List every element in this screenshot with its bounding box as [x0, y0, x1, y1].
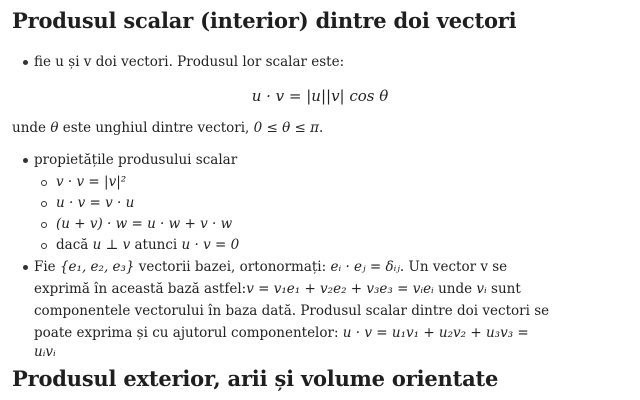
basis-line-5: uᵢvᵢ: [34, 344, 56, 360]
perp-mid: atunci: [130, 237, 182, 253]
property-item: u · v = v · u: [56, 195, 135, 211]
basis-l2c: unde: [433, 281, 477, 297]
basis-l2a: exprimă în această bază astfel:: [34, 281, 247, 297]
basis-l1a: Fie: [34, 259, 60, 275]
section-title-exterior-product: Produsul exterior, arii și volume orientate: [12, 366, 499, 391]
perp-result: u · v = 0: [181, 237, 240, 253]
intro-bullet-text: fie u și v doi vectori. Produsul lor scalar este:: [34, 54, 345, 70]
sub-bullet: [41, 222, 47, 228]
scalar-product-formula: u · v = |u||v| cos θ: [251, 87, 389, 105]
sub-bullet: [41, 201, 47, 207]
section-title-scalar-product: Produsul scalar (interior) dintre doi vectori: [12, 8, 517, 33]
property-item: v · v = |v|²: [56, 174, 127, 190]
orthonormal-relation: eᵢ · eⱼ = δᵢⱼ: [330, 259, 400, 275]
basis-l4a: poate exprima și cu ajutorul componentelor:: [34, 325, 343, 341]
basis-set: {e₁, e₂, e₃}: [59, 259, 135, 275]
sub-bullet: [41, 180, 47, 186]
perp-condition: u ⊥ v: [92, 237, 131, 253]
property-item-perpendicular: [56, 234, 239, 256]
basis-line-3: componentele vectorului în baza dată. Produsul scalar dintre doi vectori se: [34, 303, 550, 319]
component-dot-product: u · v = u₁v₁ + u₂v₂ + u₃v₃ =: [342, 325, 529, 341]
properties-title: propietățile produsului scalar: [34, 152, 238, 168]
angle-def-end: .: [319, 120, 324, 136]
bullet: [23, 158, 28, 163]
basis-line-4: [34, 322, 529, 344]
angle-def-start: unde: [12, 120, 51, 136]
vector-expansion: v = v₁e₁ + v₂e₂ + v₃e₃ = vᵢeᵢ: [246, 281, 434, 297]
basis-l1e: . Un vector v se: [399, 259, 508, 275]
angle-definition: [12, 117, 323, 139]
basis-line-1: [34, 256, 507, 278]
bullet: [23, 60, 28, 65]
basis-line-2: [34, 278, 521, 300]
sub-bullet: [41, 243, 47, 249]
angle-range: 0 ≤ θ ≤ π: [253, 120, 320, 136]
theta-symbol: θ: [50, 120, 59, 136]
perp-pre: dacă: [56, 237, 93, 253]
angle-def-mid: este unghiul dintre vectori,: [58, 120, 254, 136]
basis-l2e: sunt: [486, 281, 521, 297]
property-item: (u + v) · w = u · w + v · w: [56, 216, 233, 232]
component-symbol: vᵢ: [476, 281, 487, 297]
basis-l1c: vectorii bazei, ortonormați:: [134, 259, 331, 275]
bullet: [23, 265, 28, 270]
